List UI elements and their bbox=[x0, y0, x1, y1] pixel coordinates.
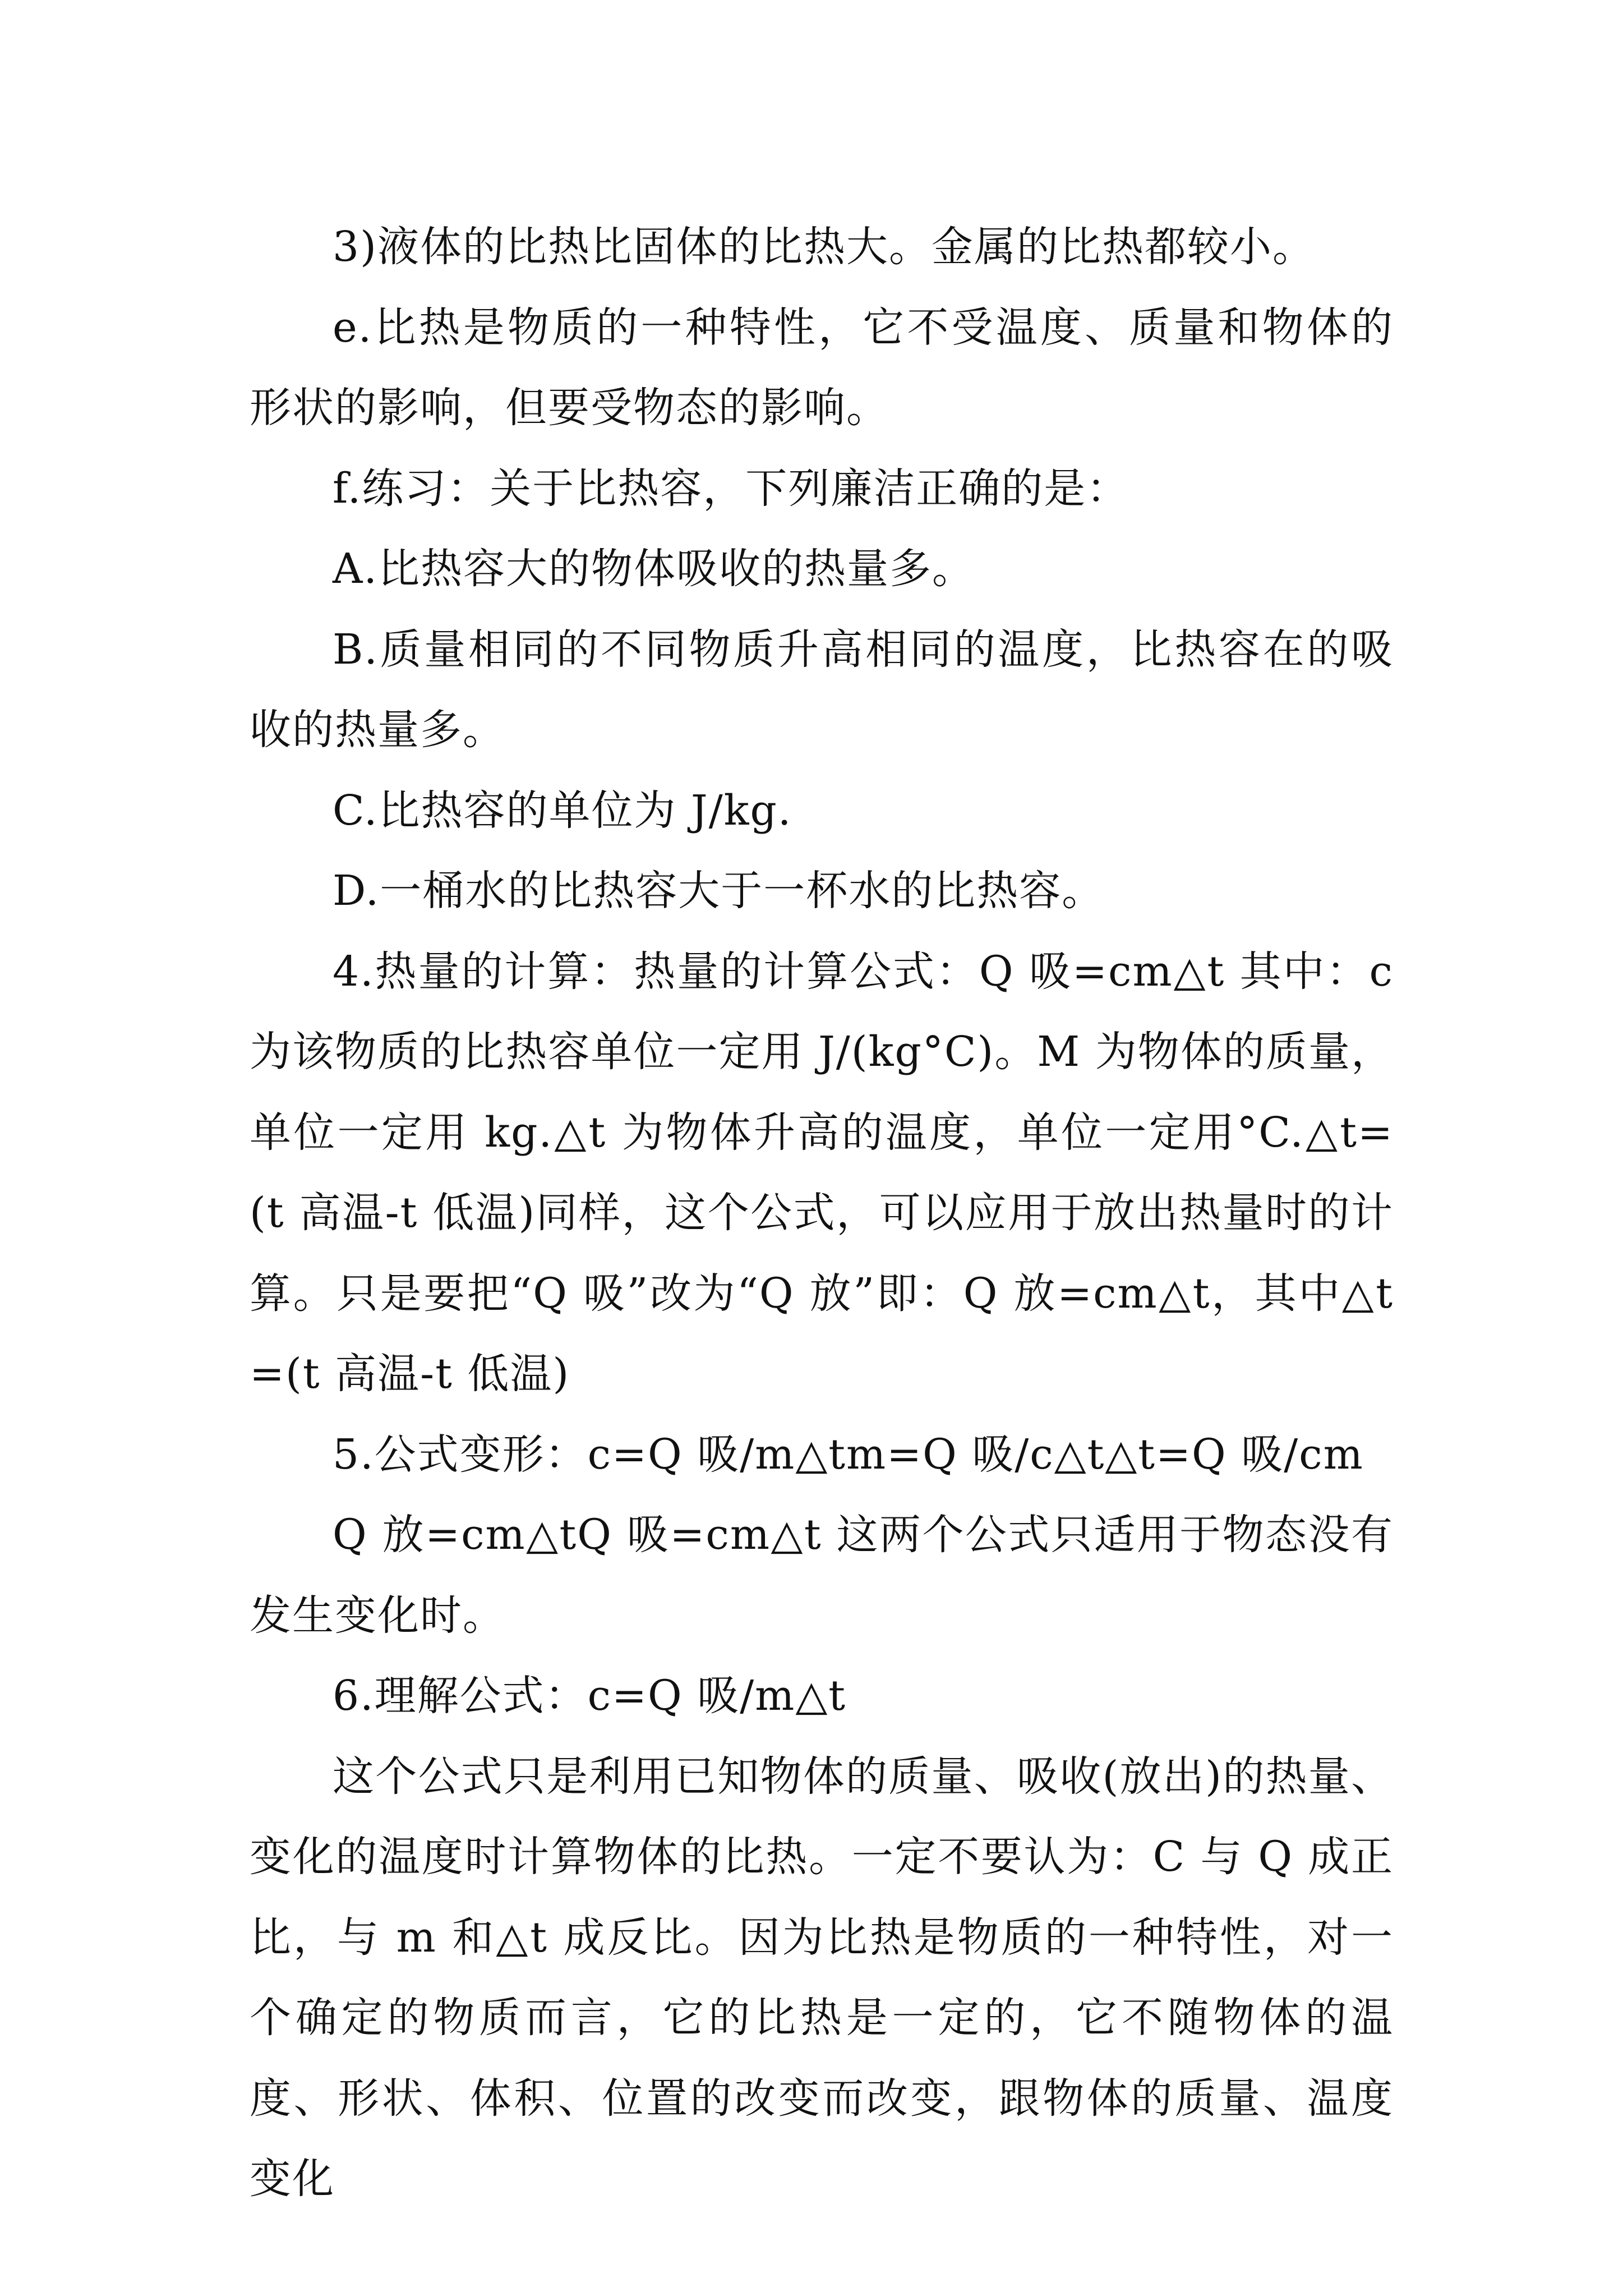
paragraph-liquid-vs-solid: 3)液体的比热比固体的比热大。金属的比热都较小。 bbox=[333, 223, 1315, 271]
document-body bbox=[250, 207, 1394, 2220]
paragraph-option-c: C.比热容的单位为 J/kg. bbox=[333, 786, 792, 835]
paragraph-exercise-f: f.练习：关于比热容，下列廉洁正确的是： bbox=[333, 464, 1129, 513]
paragraph-formula-explanation: 这个公式只是利用已知物体的质量、吸收(放出)的热量、变化的温度时计算物体的比热。一定不要认为：C 与 Q 成正比，与 m 和△t 成反比。因为比热是物质的一种特性，对一个确定的物质而言，它的比热是一定的，它不随物体的温度、形状、体积、位置的改变而改变，跟物体的质量、温度变化 bbox=[250, 1752, 1394, 2203]
paragraph-option-d: D.一桶水的比热容大于一杯水的比热容。 bbox=[333, 867, 1105, 915]
paragraph-option-a: A.比热容大的物体吸收的热量多。 bbox=[333, 545, 975, 593]
paragraph-formula-variants: 5.公式变形：c=Q 吸/m△tm=Q 吸/c△t△t=Q 吸/cm bbox=[333, 1430, 1364, 1479]
paragraph-heat-calculation: 4.热量的计算：热量的计算公式：Q 吸=cm△t 其中：c 为该物质的比热容单位一定用 J/(kg°C)。M 为物体的质量，单位一定用 kg.△t 为物体升高的温度，单位一定用°C.△t=(t 高温-t 低温)同样，这个公式，可以应用于放出热量时的计算。只是要把“Q 吸”改为“Q 放”即：Q 放=cm△t，其中△t=(t 高温-t 低温) bbox=[250, 947, 1394, 1398]
paragraph-property-e: e.比热是物质的一种特性，它不受温度、质量和物体的形状的影响，但要受物态的影响。 bbox=[250, 303, 1394, 432]
paragraph-formula-scope: Q 放=cm△tQ 吸=cm△t 这两个公式只适用于物态没有发生变化时。 bbox=[250, 1511, 1394, 1640]
paragraph-understanding-formula: 6.理解公式：c=Q 吸/m△t bbox=[333, 1672, 846, 1720]
paragraph-option-b: B.质量相同的不同物质升高相同的温度，比热容在的吸收的热量多。 bbox=[250, 625, 1394, 754]
